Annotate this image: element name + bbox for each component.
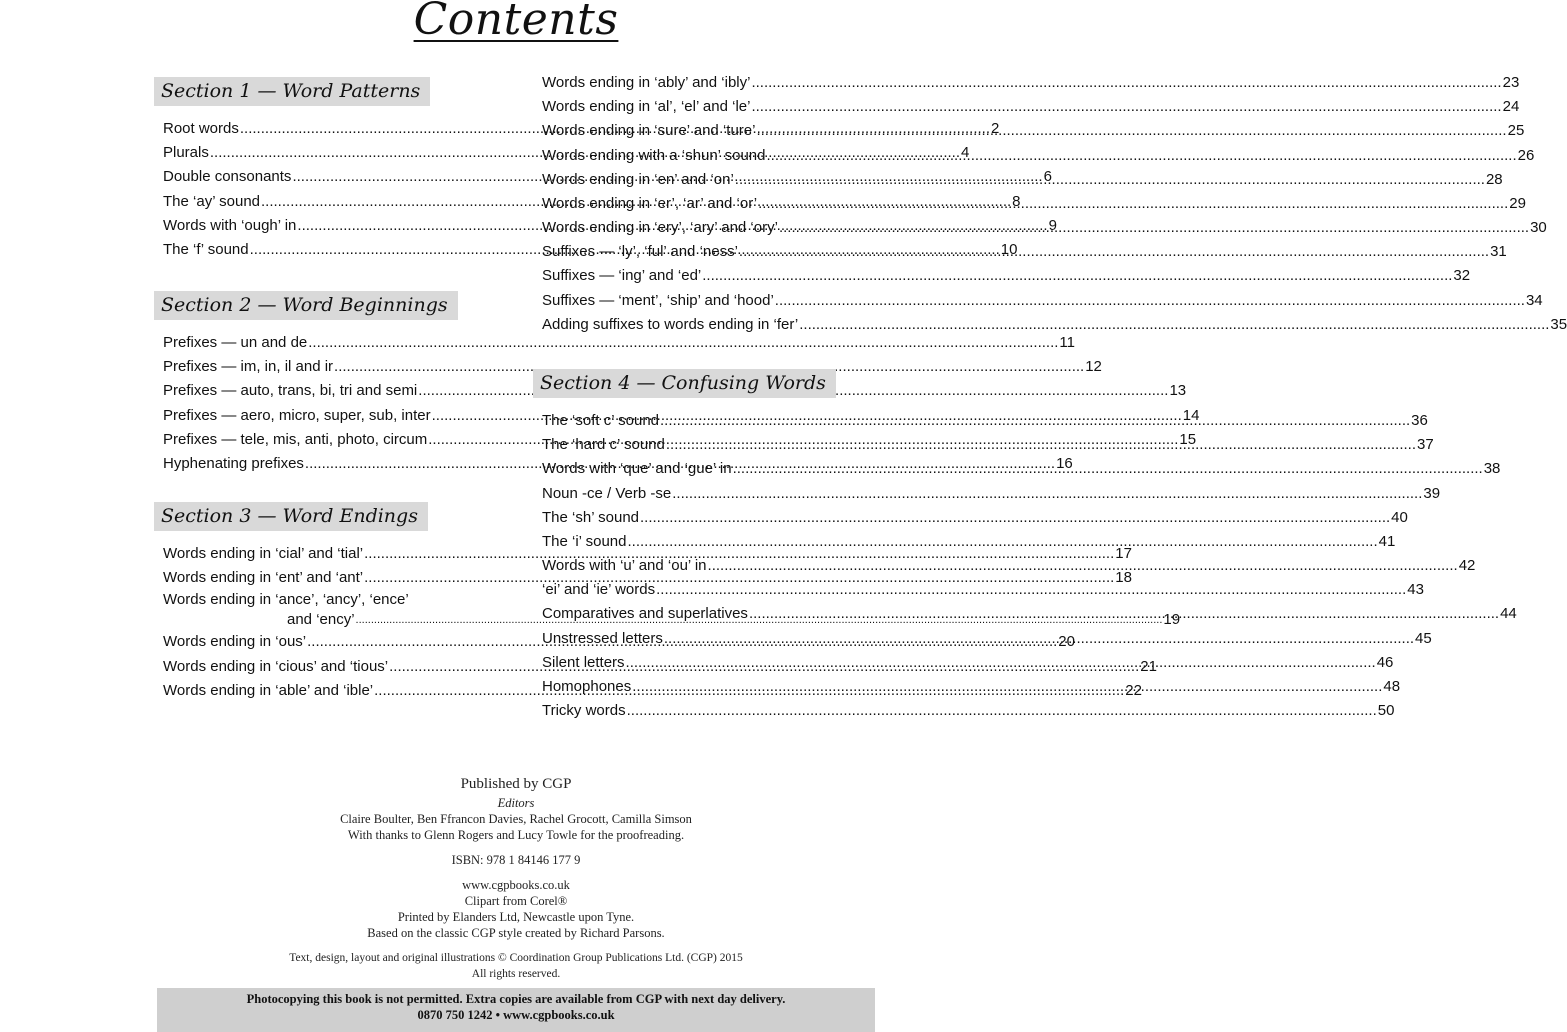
- toc-entry-label: Prefixes — tele, mis, anti, photo, circum: [163, 430, 428, 448]
- toc-entry-page: 30: [1530, 219, 1547, 237]
- toc-entry-label: Tricky words: [542, 702, 626, 720]
- dot-leader: [664, 627, 1414, 651]
- toc-entry-label: Comparatives and superlatives: [542, 605, 748, 623]
- toc-entry-label: The ‘sh’ sound: [542, 508, 640, 526]
- toc-entry-page: 46: [1376, 653, 1394, 671]
- toc-entry-page: 35: [1550, 315, 1567, 333]
- toc-entry: [542, 144, 1535, 168]
- toc-entry-label-continued: and ‘ency’: [287, 611, 355, 629]
- toc-entry-page: 9: [1048, 216, 1057, 234]
- toc-entry-page: 42: [1458, 557, 1476, 575]
- toc-entry: [542, 289, 1543, 313]
- dot-leader: [799, 313, 1549, 337]
- dot-leader: [733, 457, 1483, 481]
- dot-leader: [632, 675, 1382, 699]
- isbn-line: ISBN: 978 1 84146 177 9: [451, 853, 581, 867]
- toc-entry-label: Words ending in ‘ance’, ‘ancy’, ‘ence’: [163, 591, 409, 609]
- toc-entry-label: Prefixes — aero, micro, super, sub, inter: [163, 406, 431, 424]
- toc-entry-page: 28: [1485, 170, 1503, 188]
- dot-leader: [627, 699, 1377, 723]
- toc-entry-label: Prefixes — im, in, il and ir: [163, 358, 334, 376]
- section-1-heading: Section 1 — Word Patterns: [154, 77, 430, 106]
- dot-leader: ..... ....................................................................................: [356, 610, 1163, 630]
- dot-leader: [739, 240, 1489, 264]
- toc-entry-page: 8: [1012, 192, 1021, 210]
- printed-line: Printed by Elanders Ltd, Newcastle upon Tyne.: [397, 910, 635, 924]
- dot-leader: [702, 264, 1452, 288]
- toc-entry-label: Prefixes — auto, trans, bi, tri and semi: [163, 382, 418, 400]
- section-2-heading: Section 2 — Word Beginnings: [154, 291, 458, 320]
- dot-leader: [775, 289, 1525, 313]
- toc-entry-label: Root words: [163, 119, 239, 137]
- website-line: www.cgpbooks.co.uk: [462, 878, 570, 892]
- toc-entry-page: 10: [1000, 240, 1018, 258]
- toc-entry-label: Suffixes — ‘ing’ and ‘ed’: [542, 267, 702, 285]
- dot-leader: [666, 433, 1416, 457]
- toc-entry: [542, 482, 1441, 506]
- toc-entry: [542, 265, 1471, 289]
- dot-leader: [751, 95, 1501, 119]
- toc-entry-page: 41: [1378, 532, 1396, 550]
- toc-entry-page: 11: [1059, 333, 1075, 351]
- toc-entry: [542, 119, 1525, 143]
- toc-entry-label: Noun -ce / Verb -se: [542, 484, 672, 502]
- toc-entry-label: Unstressed letters: [542, 629, 663, 647]
- editors-heading: Editors: [497, 796, 535, 810]
- toc-entry-page: 26: [1517, 146, 1535, 164]
- dot-leader: [779, 216, 1529, 240]
- footer-notice-line-2: 0870 750 1242 • www.cgpbooks.co.uk: [417, 1008, 615, 1022]
- toc-entry: [163, 331, 1075, 355]
- page-title: Contents: [413, 0, 619, 45]
- toc-entry-page: 34: [1525, 291, 1543, 309]
- toc-entry-label: Words ending in ‘er’, ‘ar’ and ‘or’: [542, 194, 758, 212]
- dot-leader: [628, 530, 1378, 554]
- toc-entry-label: The ‘ay’ sound: [163, 192, 261, 210]
- toc-entry-label: Silent letters: [542, 653, 625, 671]
- toc-entry-label: Words ending in ‘sure’ and ‘ture’: [542, 122, 756, 140]
- toc-entry-label: Suffixes — ‘ment’, ‘ship’ and ‘hood’: [542, 291, 774, 309]
- toc-entry-page: 25: [1507, 122, 1525, 140]
- dot-leader: [656, 578, 1406, 602]
- section-3-heading: Section 3 — Word Endings: [154, 502, 428, 531]
- toc-entry-label: Words with ‘u’ and ‘ou’ in: [542, 557, 707, 575]
- toc-entry: [542, 192, 1526, 216]
- toc-entry-page: 18: [1115, 569, 1132, 587]
- toc-entry-page: 23: [1502, 73, 1520, 91]
- rights-line: All rights reserved.: [471, 968, 561, 980]
- toc-entry-page: 17: [1115, 544, 1132, 562]
- toc-entry-page: 24: [1502, 98, 1520, 116]
- toc-entry-label: Words with ‘ough’ in: [163, 216, 297, 234]
- toc-entry-page: 4: [961, 144, 970, 162]
- toc-entry: [542, 699, 1395, 723]
- toc-entry-label: Words ending in ‘al’, ‘el’ and ‘le’: [542, 98, 751, 116]
- toc-entry-label: Suffixes — ‘ly’, ‘ful’ and ‘ness’: [542, 243, 738, 261]
- based-line: Based on the classic CGP style created by Richard Parsons.: [367, 926, 665, 940]
- toc-entry-label: ‘ei’ and ‘ie’ words: [542, 581, 656, 599]
- toc-entry-page: 32: [1453, 267, 1471, 285]
- toc-entry-label: Plurals: [163, 144, 209, 162]
- toc-entry-page: 40: [1391, 508, 1408, 526]
- toc-entry-label: Prefixes — un and de: [163, 333, 308, 351]
- toc-entry: [542, 506, 1408, 530]
- toc-entry-page: 38: [1483, 460, 1501, 478]
- toc-entry-label: The ‘f’ sound: [163, 240, 249, 258]
- dot-leader: [735, 168, 1485, 192]
- toc-entry-page: 22: [1125, 681, 1142, 699]
- credits-block: [0, 776, 1032, 982]
- toc-entry-page: 13: [1169, 382, 1187, 400]
- toc-entry-page: 50: [1377, 702, 1395, 720]
- toc-entry: [163, 355, 1102, 379]
- toc-entry-page: 37: [1417, 436, 1434, 454]
- toc-entry: [542, 216, 1547, 240]
- dot-leader: [640, 506, 1390, 530]
- toc-entry-page: 16: [1056, 454, 1073, 472]
- toc-entry-page: 29: [1509, 194, 1526, 212]
- toc-entry-label: The ‘soft c’ sound: [542, 411, 660, 429]
- footer-notice: [157, 988, 875, 1032]
- toc-entry: [542, 95, 1520, 119]
- toc-entry-label: Words ending in ‘able’ and ‘ible’: [163, 681, 374, 699]
- thanks-line: With thanks to Glenn Rogers and Lucy Towle for the proofreading.: [347, 828, 685, 842]
- section-4-heading: Section 4 — Confusing Words: [533, 369, 836, 398]
- toc-entry: [542, 71, 1520, 95]
- dot-leader: [708, 554, 1458, 578]
- dot-leader: [756, 119, 1506, 143]
- dot-leader: [751, 71, 1501, 95]
- copyright-line: Text, design, layout and original illustrations © Coordination Group Publications Ltd. (CGP) 2015: [289, 952, 743, 964]
- toc-entry-page: 20: [1058, 633, 1075, 651]
- toc-entry-label: The ‘hard c’ sound: [542, 436, 665, 454]
- toc-entry: [542, 313, 1567, 337]
- toc-entry-label: Homophones: [542, 678, 632, 696]
- toc-entry-page: 19: [1163, 611, 1181, 629]
- toc-entry-page: 14: [1182, 406, 1200, 424]
- toc-entry-label: Words ending in ‘en’ and ‘on’: [542, 170, 734, 188]
- toc-entry-label: Words ending with a ‘shun’ sound: [542, 146, 766, 164]
- toc-entry-page: 6: [1043, 168, 1052, 186]
- toc-entry-page: 21: [1140, 657, 1157, 675]
- toc-entry-page: 2: [991, 119, 1000, 137]
- toc-entry-page: 12: [1085, 358, 1102, 376]
- toc-entry-page: 39: [1423, 484, 1441, 502]
- toc-entry-label: Words ending in ‘ery’, ‘ary’ and ‘ory’: [542, 219, 778, 237]
- toc-entry-label: Double consonants: [163, 168, 292, 186]
- toc-entry-label: Words ending in ‘cious’ and ‘tious’: [163, 657, 389, 675]
- toc-entry: [542, 168, 1503, 192]
- toc-entry-page: 44: [1500, 605, 1517, 623]
- toc-entry-label: The ‘i’ sound: [542, 532, 627, 550]
- toc-entry-page: 43: [1407, 581, 1424, 599]
- toc-entry-label: Words ending in ‘ably’ and ‘ibly’: [542, 73, 751, 91]
- toc-entry-page: 31: [1490, 243, 1507, 261]
- toc-entry-page: 15: [1179, 430, 1197, 448]
- dot-leader: [766, 144, 1516, 168]
- toc-entry-page: 45: [1415, 629, 1432, 647]
- toc-entry-label: Adding suffixes to words ending in ‘fer’: [542, 315, 799, 333]
- toc-entry-page: 48: [1383, 678, 1401, 696]
- dot-leader: [626, 651, 1376, 675]
- dot-leader: [758, 192, 1508, 216]
- dot-leader: [672, 482, 1422, 506]
- toc-entry-label: Words ending in ‘cial’ and ‘tial’: [163, 544, 364, 562]
- toc-entry-label: Words ending in ‘ent’ and ‘ant’: [163, 569, 364, 587]
- toc-entry-page: 36: [1411, 411, 1428, 429]
- toc-entry-label: Words ending in ‘ous’: [163, 633, 307, 651]
- dot-leader: [660, 409, 1410, 433]
- toc-entry-label: Hyphenating prefixes: [163, 454, 304, 472]
- dot-leader: [749, 602, 1499, 626]
- toc-entry-label: Words with ‘que’ and ‘gue’ in: [542, 460, 732, 478]
- editors-names: Claire Boulter, Ben Ffrancon Davies, Rachel Grocott, Camilla Simson: [340, 812, 692, 826]
- publisher-line: Published by CGP: [460, 776, 572, 792]
- clipart-line: Clipart from Corel®: [464, 894, 568, 908]
- footer-notice-line-1: Photocopying this book is not permitted. Extra copies are available from CGP with next day delivery.: [246, 992, 786, 1006]
